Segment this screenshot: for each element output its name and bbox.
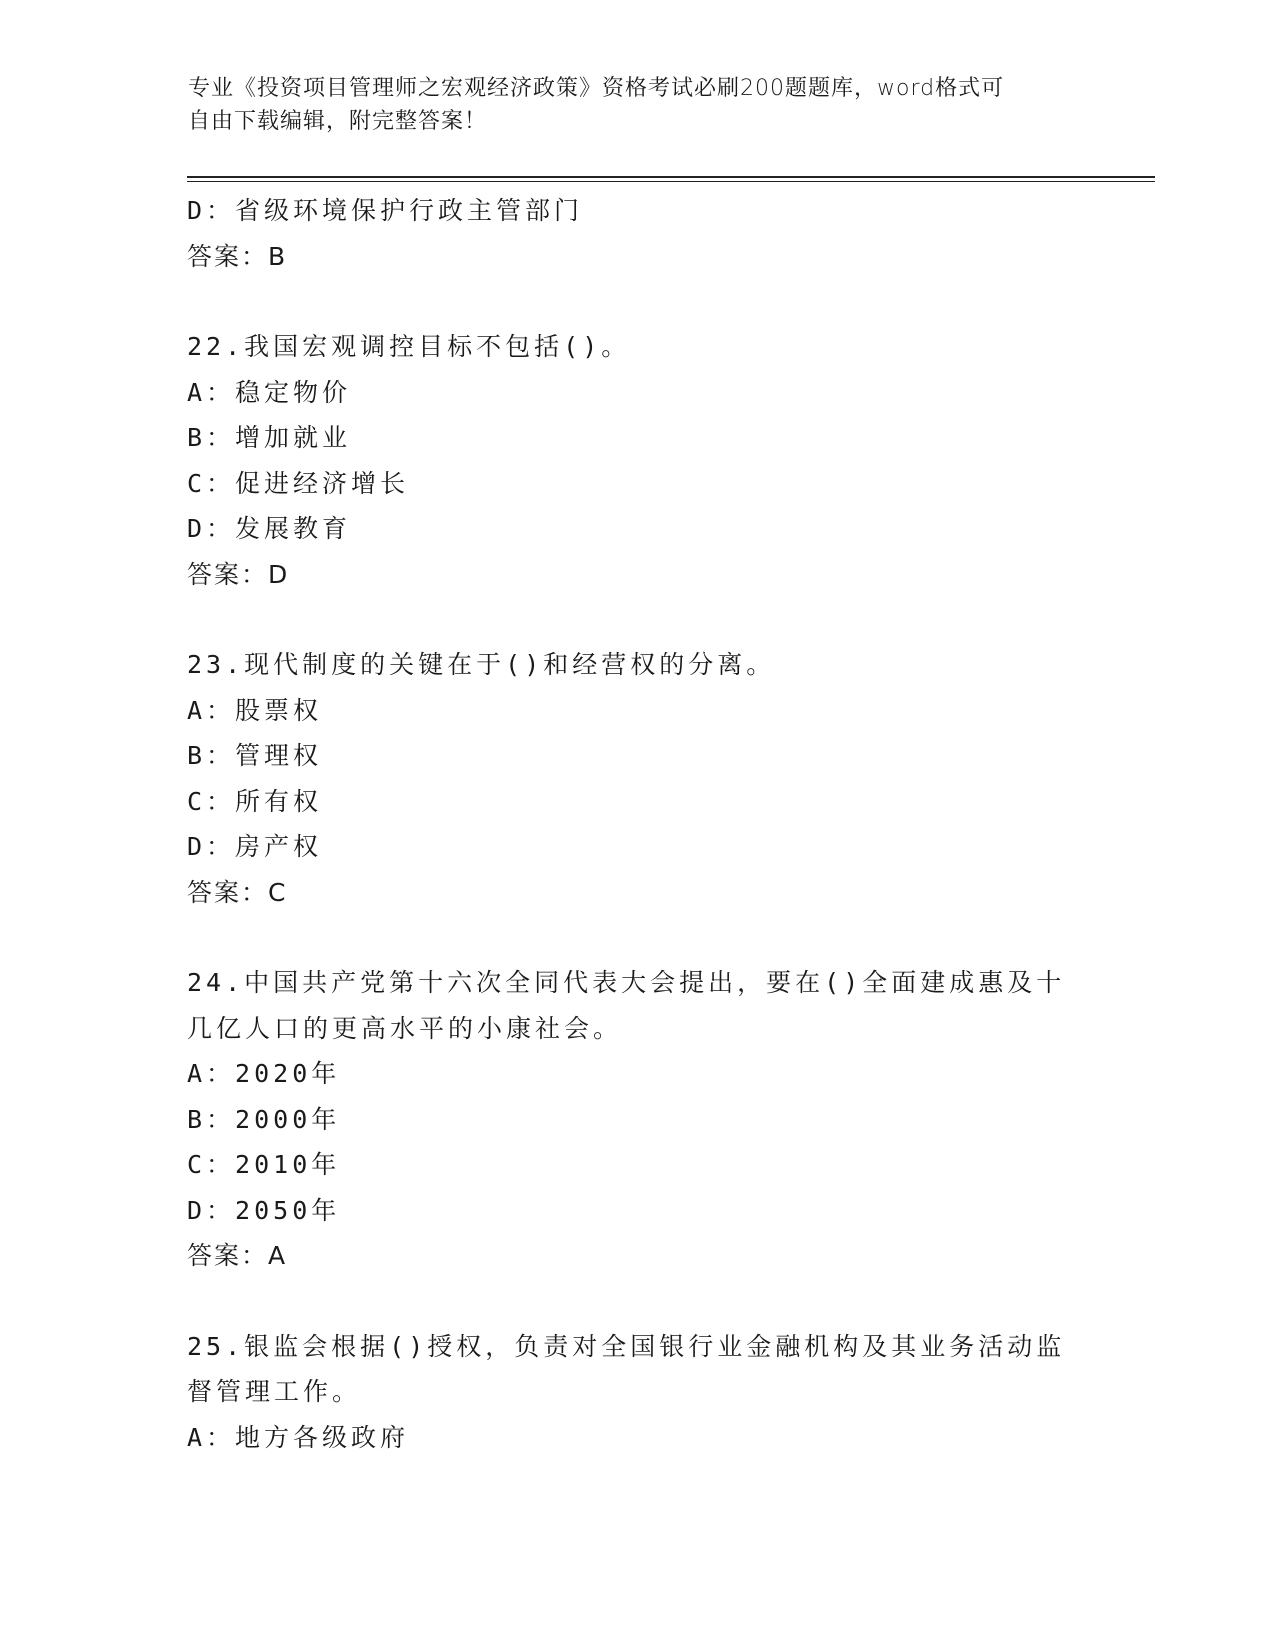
option-b: B：管理权 [187, 741, 323, 770]
answer-label: 答案：D [187, 559, 290, 589]
answer-label: 答案：C [187, 877, 288, 907]
document-header [188, 72, 1088, 138]
spacer [187, 1279, 1087, 1324]
header-divider [187, 176, 1155, 182]
option-a: A：地方各级政府 [187, 1422, 410, 1452]
option-a: A：2020年 [187, 1059, 341, 1088]
answer-label: 答案：A [187, 1241, 288, 1270]
question-24 [187, 960, 1087, 1279]
option-b: B：增加就业 [187, 423, 352, 452]
question-text: 24.中国共产党第十六次全同代表大会提出，要在()全面建成惠及十几亿人口的更高水平的小康社会。 [187, 968, 1066, 1043]
option-d: D：房产权 [187, 832, 323, 861]
option-a: A：股票权 [187, 695, 323, 725]
option-c: C：所有权 [187, 786, 323, 816]
question-21 [187, 188, 1087, 279]
question-text: 25.银监会根据()授权，负责对全国银行业金融机构及其业务活动监督管理工作。 [187, 1331, 1066, 1406]
option-c: C：促进经济增长 [187, 468, 410, 498]
question-22 [187, 324, 1087, 597]
header-title-line-2: 自由下载编辑，附完整答案！ [188, 109, 488, 134]
option-d: D：发展教育 [187, 514, 352, 543]
option-b: B：2000年 [187, 1104, 341, 1134]
option-d: D：2050年 [187, 1195, 341, 1225]
question-23 [187, 642, 1087, 915]
question-text: 22.我国宏观调控目标不包括()。 [187, 332, 631, 361]
question-25 [187, 1324, 1087, 1461]
spacer [187, 597, 1087, 642]
option-d: D：省级环境保护行政主管部门 [187, 196, 584, 225]
option-c: C：2010年 [187, 1150, 341, 1179]
option-a: A：稳定物价 [187, 377, 352, 407]
question-list [187, 188, 1087, 1460]
spacer [187, 915, 1087, 960]
question-text: 23.现代制度的关键在于()和经营权的分离。 [187, 650, 776, 679]
answer-label: 答案：B [187, 241, 288, 271]
header-title-line-1: 专业《投资项目管理师之宏观经济政策》资格考试必刷200题题库，word格式可 [188, 76, 1005, 101]
spacer [187, 279, 1087, 324]
